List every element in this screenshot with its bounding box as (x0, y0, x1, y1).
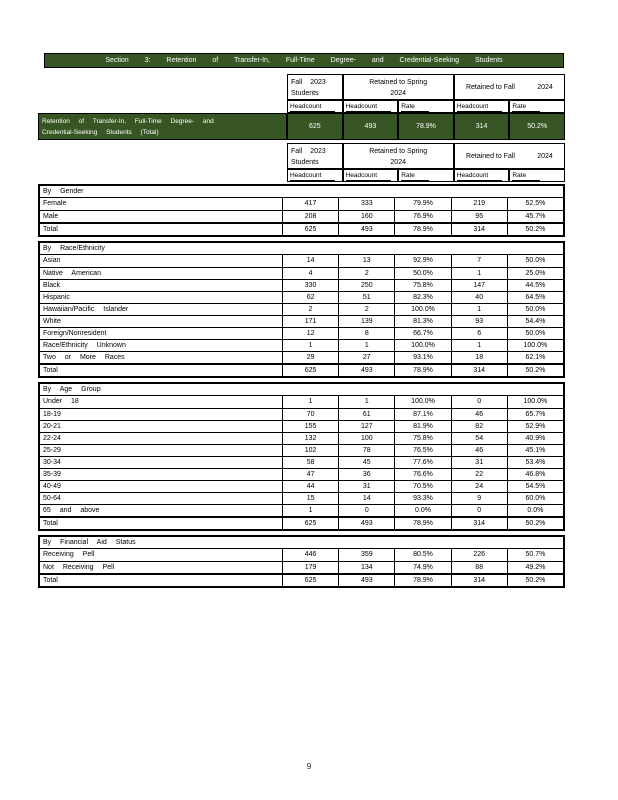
section-rows (40, 198, 563, 235)
row-value: 100.0% (394, 396, 450, 408)
row-value: 60.0% (507, 493, 563, 504)
row-label: Total (43, 226, 58, 233)
row-value: 74.9% (394, 562, 450, 573)
row-value: 100.0% (394, 304, 450, 315)
table-row (40, 396, 563, 408)
table-row (40, 492, 563, 504)
row-value: 100.0% (507, 396, 563, 408)
row-value: 226 (451, 549, 507, 561)
rate-label: Rate (401, 102, 429, 112)
row-value: 100.0% (507, 340, 563, 351)
row-value: 31 (338, 481, 394, 492)
table-row (40, 267, 563, 279)
breakdown-header-table (38, 143, 565, 182)
table-total-row (40, 573, 563, 586)
row-value: 76.9% (394, 211, 450, 222)
section-title: By Race/Ethnicity (40, 243, 563, 255)
row-value: 44 (282, 481, 338, 492)
row-label: Foreign/Nonresident (43, 330, 107, 337)
col-header-headcount (454, 169, 510, 182)
table-total-row (40, 363, 563, 376)
row-value: 4 (282, 268, 338, 279)
row-value: 50.2% (507, 365, 563, 376)
row-value: 81.9% (394, 421, 450, 432)
row-label: Total (43, 367, 58, 374)
col-group-retained-to-fall (454, 74, 565, 100)
row-label: Black (43, 282, 61, 289)
row-value: 54.5% (507, 481, 563, 492)
row-label: Not Receiving Pell (43, 564, 115, 571)
row-label: Under 18 (43, 398, 79, 405)
row-value: 40.9% (507, 433, 563, 444)
rate-label: Rate (401, 171, 429, 181)
col-group-label-line: 2024 (537, 152, 553, 160)
row-value: 51 (338, 292, 394, 303)
row-label: 22-24 (43, 435, 61, 442)
section-title: By Gender (40, 186, 563, 198)
row-value: 493 (338, 224, 394, 235)
row-value: 50.0% (507, 304, 563, 315)
grand-total-row (38, 113, 565, 140)
row-value: 1 (451, 340, 507, 351)
row-value: 78.9% (394, 518, 450, 529)
row-value: 58 (282, 457, 338, 468)
row-value: 314 (451, 575, 507, 586)
row-value: 1 (338, 340, 394, 351)
row-value: 1 (451, 304, 507, 315)
col-group-label-line: Students (291, 90, 319, 97)
row-value: 333 (338, 198, 394, 210)
col-header-headcount (343, 100, 399, 113)
row-value: 27 (338, 352, 394, 363)
table-row (40, 420, 563, 432)
table-row (40, 327, 563, 339)
table-row (40, 444, 563, 456)
row-value: 179 (282, 562, 338, 573)
col-header-headcount (343, 169, 399, 182)
table-row (40, 456, 563, 468)
row-value: 75.8% (394, 433, 450, 444)
row-value: 13 (338, 255, 394, 267)
grand-total-spring-rate: 78.9% (398, 113, 454, 140)
table-row (40, 291, 563, 303)
row-value: 45 (338, 457, 394, 468)
row-value: 12 (282, 328, 338, 339)
row-value: 88 (451, 562, 507, 573)
header-grid (38, 74, 565, 113)
row-value: 50.0% (507, 255, 563, 267)
grand-total-fall2024-headcount: 314 (454, 113, 510, 140)
table-row (40, 480, 563, 492)
row-value: 54 (451, 433, 507, 444)
table-row (40, 255, 563, 267)
row-value: 625 (282, 365, 338, 376)
col-header-rate (398, 100, 454, 113)
row-value: 40 (451, 292, 507, 303)
row-label: 25-29 (43, 447, 61, 454)
section-rows (40, 255, 563, 376)
row-value: 7 (451, 255, 507, 267)
row-value: 76.5% (394, 445, 450, 456)
headcount-label: Headcount (457, 102, 502, 112)
table-row (40, 339, 563, 351)
row-label: Female (43, 200, 67, 207)
table-row (40, 561, 563, 573)
row-value: 62 (282, 292, 338, 303)
row-value: 2 (338, 304, 394, 315)
row-value: 314 (451, 224, 507, 235)
rate-label: Rate (512, 102, 540, 112)
row-value: 250 (338, 280, 394, 291)
spacer-cell (38, 143, 287, 169)
row-value: 24 (451, 481, 507, 492)
row-value: 155 (282, 421, 338, 432)
breakdown-sections (38, 184, 565, 592)
row-value: 75.8% (394, 280, 450, 291)
table-row (40, 549, 563, 561)
row-value: 1 (338, 396, 394, 408)
row-value: 127 (338, 421, 394, 432)
row-label: 35-39 (43, 471, 61, 478)
row-value: 417 (282, 198, 338, 210)
section-rows (40, 549, 563, 586)
row-value: 45.1% (507, 445, 563, 456)
page-number: 9 (306, 762, 312, 771)
row-value: 46 (451, 445, 507, 456)
col-header-rate (398, 169, 454, 182)
row-value: 36 (338, 469, 394, 480)
row-label: Total (43, 520, 58, 527)
section-table-by-financial-aid-status (38, 535, 565, 588)
row-value: 1 (282, 396, 338, 408)
row-value: 49.2% (507, 562, 563, 573)
row-value: 62.1% (507, 352, 563, 363)
row-value: 45.7% (507, 211, 563, 222)
headcount-label: Headcount (346, 102, 391, 112)
row-label: Receiving Pell (43, 551, 95, 558)
col-group-label-line: 2024 (390, 90, 406, 97)
grand-total-label-line1: Retention of Transfer-In, Full-Time Degree- and (42, 118, 214, 125)
grand-total-spring-headcount: 493 (343, 113, 399, 140)
summary-header-table (38, 74, 565, 113)
row-label: Male (43, 213, 59, 220)
row-value: 64.5% (507, 292, 563, 303)
row-value: 147 (451, 280, 507, 291)
header-grid (38, 143, 565, 182)
row-value: 1 (451, 268, 507, 279)
row-value: 22 (451, 469, 507, 480)
row-value: 52.9% (507, 421, 563, 432)
row-value: 66.7% (394, 328, 450, 339)
row-value: 100 (338, 433, 394, 444)
col-group-label-line: Fall 2023 (291, 79, 326, 86)
row-value: 50.2% (507, 575, 563, 586)
row-value: 493 (338, 365, 394, 376)
row-label: 65 and above (43, 507, 100, 514)
row-value: 44.5% (507, 280, 563, 291)
row-value: 70 (282, 409, 338, 420)
row-value: 29 (282, 352, 338, 363)
table-row (40, 504, 563, 516)
row-label: Asian (43, 257, 61, 264)
spacer-cell (38, 100, 287, 113)
row-value: 6 (451, 328, 507, 339)
row-value: 77.6% (394, 457, 450, 468)
col-group-fall-2023-students (287, 143, 343, 169)
table-total-row (40, 222, 563, 235)
row-value: 625 (282, 518, 338, 529)
row-value: 92.9% (394, 255, 450, 267)
col-group-label-line: 2024 (390, 159, 406, 166)
table-row (40, 315, 563, 327)
row-value: 78 (338, 445, 394, 456)
row-label: 18-19 (43, 411, 61, 418)
row-value: 134 (338, 562, 394, 573)
col-group-label-line: Retained to Fall (465, 83, 515, 91)
row-value: 0 (451, 396, 507, 408)
col-group-label-line: 2024 (537, 83, 553, 91)
row-value: 50.0% (394, 268, 450, 279)
row-value: 0 (451, 505, 507, 516)
row-value: 208 (282, 211, 338, 222)
row-value: 314 (451, 518, 507, 529)
section-title: By Financial Aid Status (40, 537, 563, 549)
row-value: 359 (338, 549, 394, 561)
col-group-label-line: Fall 2023 (291, 148, 326, 155)
row-value: 46 (451, 409, 507, 420)
col-header-headcount (454, 100, 510, 113)
row-value: 46.8% (507, 469, 563, 480)
row-label: Native American (43, 270, 101, 277)
row-value: 76.6% (394, 469, 450, 480)
row-label: 20-21 (43, 423, 61, 430)
row-value: 87.1% (394, 409, 450, 420)
table-row (40, 408, 563, 420)
row-value: 15 (282, 493, 338, 504)
table-row (40, 303, 563, 315)
row-value: 50.2% (507, 224, 563, 235)
row-value: 78.9% (394, 365, 450, 376)
row-value: 18 (451, 352, 507, 363)
row-value: 80.5% (394, 549, 450, 561)
row-value: 446 (282, 549, 338, 561)
row-value: 53.4% (507, 457, 563, 468)
row-value: 50.2% (507, 518, 563, 529)
row-value: 78.9% (394, 224, 450, 235)
headcount-label: Headcount (457, 171, 502, 181)
row-value: 493 (338, 575, 394, 586)
row-value: 25.0% (507, 268, 563, 279)
row-value: 139 (338, 316, 394, 327)
col-group-retained-to-spring (343, 74, 454, 100)
row-value: 0.0% (507, 505, 563, 516)
spacer-cell (38, 169, 287, 182)
row-value: 61 (338, 409, 394, 420)
row-value: 95 (451, 211, 507, 222)
row-value: 14 (338, 493, 394, 504)
row-value: 70.5% (394, 481, 450, 492)
col-group-retained-to-fall (454, 143, 565, 169)
row-value: 8 (338, 328, 394, 339)
table-row (40, 351, 563, 363)
rate-label: Rate (512, 171, 540, 181)
spacer-cell (38, 74, 287, 100)
row-value: 160 (338, 211, 394, 222)
row-value: 82.3% (394, 292, 450, 303)
section-table-by-age-group (38, 382, 565, 531)
row-value: 171 (282, 316, 338, 327)
headcount-label: Headcount (290, 102, 335, 112)
row-label: 30-34 (43, 459, 61, 466)
row-label: 40-49 (43, 483, 61, 490)
col-group-label-line: Students (291, 159, 319, 166)
row-value: 1 (282, 505, 338, 516)
section-rows (40, 396, 563, 529)
row-value: 0 (338, 505, 394, 516)
row-value: 625 (282, 575, 338, 586)
row-value: 14 (282, 255, 338, 267)
table-total-row (40, 516, 563, 529)
row-value: 330 (282, 280, 338, 291)
row-value: 100.0% (394, 340, 450, 351)
row-value: 93.1% (394, 352, 450, 363)
row-value: 47 (282, 469, 338, 480)
col-group-label-line: Retained to Spring (369, 79, 428, 86)
row-value: 625 (282, 224, 338, 235)
col-group-retained-to-spring (343, 143, 454, 169)
row-value: 9 (451, 493, 507, 504)
col-header-rate (509, 169, 565, 182)
col-group-fall-2023-students (287, 74, 343, 100)
grand-total-fall2023-headcount: 625 (287, 113, 343, 140)
row-value: 314 (451, 365, 507, 376)
row-value: 50.7% (507, 549, 563, 561)
row-value: 102 (282, 445, 338, 456)
grand-total-label (38, 113, 287, 140)
row-label: Total (43, 577, 58, 584)
row-value: 493 (338, 518, 394, 529)
row-value: 31 (451, 457, 507, 468)
col-header-headcount (287, 169, 343, 182)
grand-total-fall2024-rate: 50.2% (509, 113, 565, 140)
headcount-label: Headcount (290, 171, 335, 181)
row-label: Hawaiian/Pacific Islander (43, 306, 129, 313)
row-value: 78.9% (394, 575, 450, 586)
row-value: 2 (338, 268, 394, 279)
row-value: 0.0% (394, 505, 450, 516)
row-value: 132 (282, 433, 338, 444)
row-value: 50.0% (507, 328, 563, 339)
headcount-label: Headcount (346, 171, 391, 181)
row-value: 52.5% (507, 198, 563, 210)
row-value: 219 (451, 198, 507, 210)
grand-total-label-line2: Credential-Seeking Students (Total) (42, 129, 159, 136)
col-header-headcount (287, 100, 343, 113)
row-value: 93 (451, 316, 507, 327)
section-table-by-gender (38, 184, 565, 237)
row-value: 2 (282, 304, 338, 315)
row-label: Two or More Races (43, 354, 125, 361)
row-value: 54.4% (507, 316, 563, 327)
col-group-label-line: Retained to Fall (465, 152, 515, 160)
col-header-rate (509, 100, 565, 113)
row-label: White (43, 318, 61, 325)
table-row (40, 198, 563, 210)
section-banner (44, 53, 564, 68)
col-group-label-line: Retained to Spring (369, 148, 428, 155)
table-row (40, 279, 563, 291)
row-value: 82 (451, 421, 507, 432)
row-value: 1 (282, 340, 338, 351)
table-row (40, 432, 563, 444)
section-table-by-race-ethnicity (38, 241, 565, 378)
row-value: 81.3% (394, 316, 450, 327)
row-label: Race/Ethnicity Unknown (43, 342, 126, 349)
table-row (40, 468, 563, 480)
row-label: Hispanic (43, 294, 70, 301)
table-row (40, 210, 563, 222)
row-label: 50-64 (43, 495, 61, 502)
row-value: 79.9% (394, 198, 450, 210)
section-banner-title: Section 3: Retention of Transfer-In, Full-Time Degree- and Credential-Seeking Students (105, 57, 503, 64)
row-value: 93.3% (394, 493, 450, 504)
section-title: By Age Group (40, 384, 563, 396)
row-value: 65.7% (507, 409, 563, 420)
